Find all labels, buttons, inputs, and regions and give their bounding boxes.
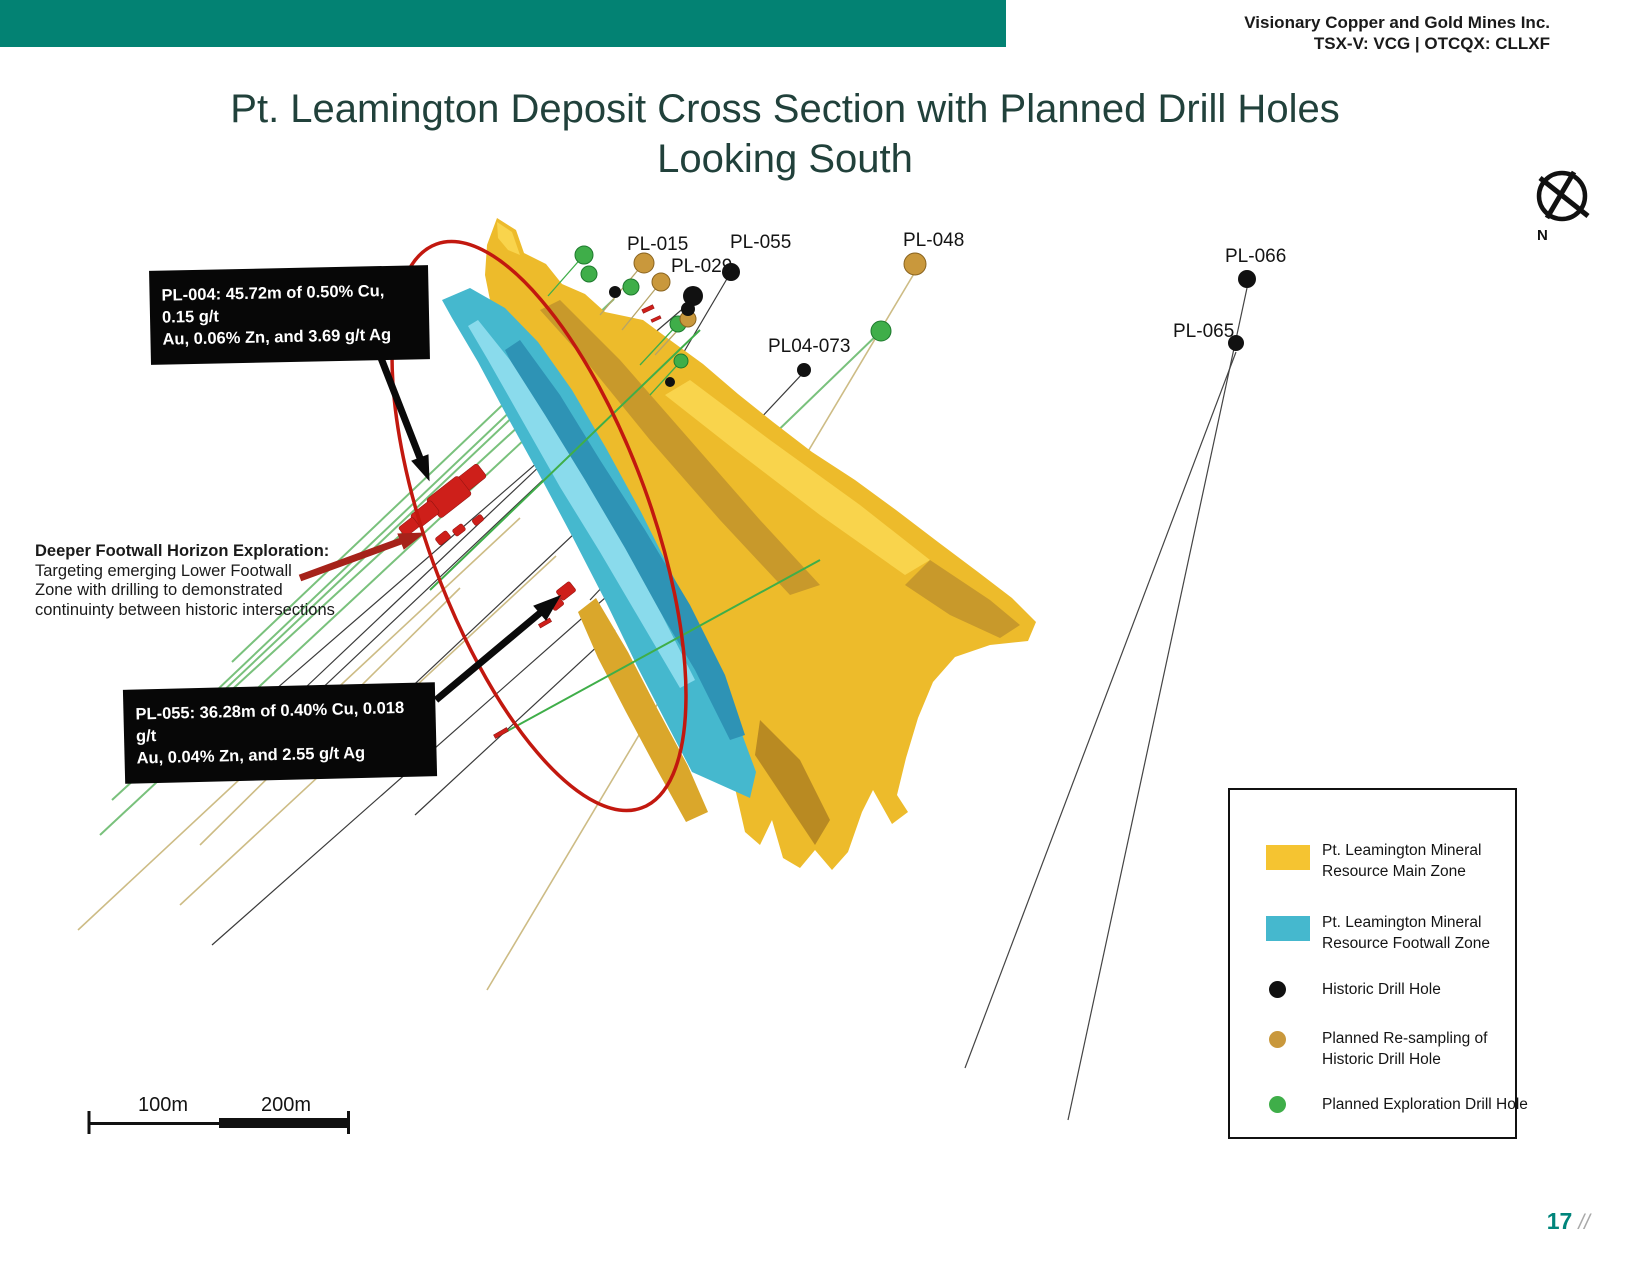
drill-label-pl048: PL-048	[903, 230, 965, 251]
legend-item-main-zone	[1322, 840, 1481, 882]
legend-main-zone-line2: Resource Main Zone	[1322, 863, 1466, 880]
legend-exploration-line1: Planned Exploration Drill Hole	[1322, 1096, 1528, 1113]
callout-arrow-pl055	[436, 596, 560, 700]
title-line-1: Pt. Leamington Deposit Cross Section with Planned Drill Holes	[230, 87, 1340, 131]
callout-pl004	[149, 265, 430, 365]
deeper-footwall-heading: Deeper Footwall Horizon Exploration:	[35, 542, 330, 560]
callout-pl004-line1: PL-004: 45.72m of 0.50% Cu, 0.15 g/t	[161, 282, 385, 327]
drill-label-pl029: PL-029	[671, 256, 733, 277]
compass-icon	[1537, 172, 1588, 244]
legend-main-zone-line1: Pt. Leamington Mineral	[1322, 842, 1482, 859]
callout-pl004-line2: Au, 0.06% Zn, and 3.69 g/t Ag	[162, 325, 392, 349]
legend-dot-historic	[1269, 981, 1286, 998]
main-zone-shape	[485, 218, 1036, 870]
legend-resampling-line1: Planned Re-sampling of	[1322, 1030, 1488, 1047]
page-number	[1547, 1208, 1590, 1235]
callout-pl055-line1: PL-055: 36.28m of 0.40% Cu, 0.018 g/t	[135, 698, 405, 746]
deeper-footwall-annotation	[35, 542, 335, 620]
legend-swatch-footwall-zone	[1266, 916, 1310, 941]
legend-resampling-line2: Historic Drill Hole	[1322, 1051, 1441, 1068]
compass-north-label: N	[1537, 227, 1548, 244]
legend-dot-resampling	[1269, 1031, 1286, 1048]
callout-pl055	[123, 682, 437, 784]
page-number-value: 17	[1546, 1208, 1573, 1234]
ticker-symbols: TSX-V: VCG | OTCQX: CLLXF	[1313, 34, 1550, 53]
drill-label-pl065: PL-065	[1173, 321, 1235, 342]
page-number-decoration: //	[1578, 1211, 1590, 1234]
scale-label-100m: 100m	[138, 1094, 189, 1116]
deep-drill-traces-pl065-pl066	[965, 288, 1247, 1120]
legend-item-footwall-zone	[1322, 912, 1490, 954]
drill-label-pl015: PL-015	[627, 234, 689, 255]
legend-dot-exploration	[1269, 1096, 1286, 1113]
legend-item-resampling	[1322, 1028, 1487, 1070]
scale-label-200m: 200m	[261, 1094, 312, 1116]
legend-historic-line1: Historic Drill Hole	[1322, 981, 1441, 998]
deeper-footwall-line1: Targeting emerging Lower Footwall	[35, 561, 292, 580]
legend-item-exploration	[1322, 1094, 1528, 1115]
legend-swatch-main-zone	[1266, 845, 1310, 870]
deeper-footwall-line2: Zone with drilling to demonstrated	[35, 581, 283, 599]
legend-footwall-line1: Pt. Leamington Mineral	[1322, 914, 1482, 931]
drill-label-pl066: PL-066	[1225, 246, 1287, 267]
legend-item-historic	[1322, 979, 1441, 1000]
title-line-2: Looking South	[657, 137, 913, 181]
deeper-footwall-line3: continuinty between historic intersections	[35, 600, 335, 619]
company-name: Visionary Copper and Gold Mines Inc.	[1244, 13, 1550, 32]
legend-footwall-line2: Resource Footwall Zone	[1322, 935, 1490, 952]
drill-label-pl055: PL-055	[730, 232, 792, 253]
drill-label-pl04-073: PL04-073	[768, 336, 851, 357]
callout-pl055-line2: Au, 0.04% Zn, and 2.55 g/t Ag	[136, 743, 366, 768]
